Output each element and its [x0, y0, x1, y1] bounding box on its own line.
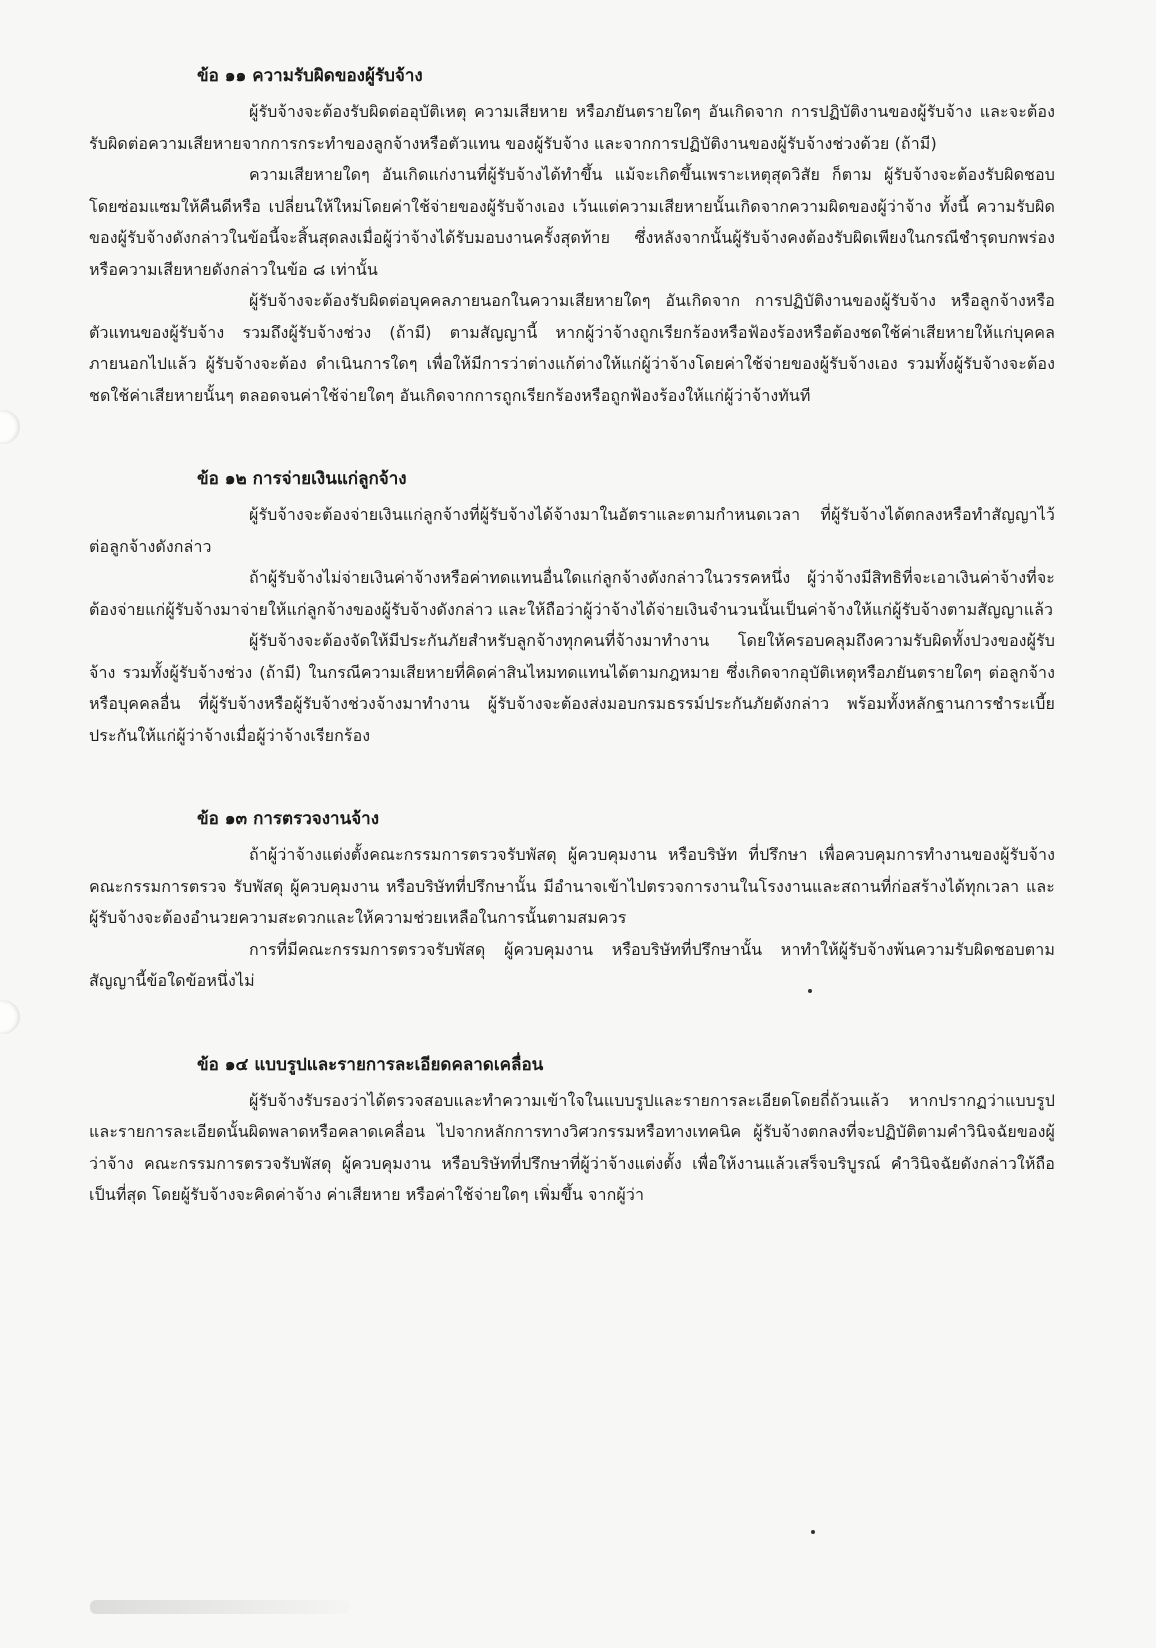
- clause-paragraph: ถ้าผู้ว่าจ้างแต่งตั้งคณะกรรมการตรวจรับพัสดุ ผู้ควบคุมงาน หรือบริษัท ที่ปรึกษา เพื่อควบคุมการทำงานของผู้รับจ้าง คณะกรรมการตรวจ รับพัสดุ ผู้ควบคุมงาน หรือบริษัทที่ปรึกษานั้น มีอำนาจเข้าไปตรวจการงานในโรงงานและสถานที่ก่อสร้างได้ทุกเวลา และผู้รับจ้างจะต้องอำนวยความสะดวกและให้ความช่วยเหลือในการนั้นตามสมควร: [89, 845, 1055, 927]
- clause-heading: ข้อ ๑๓ การตรวจงานจ้าง: [197, 809, 380, 829]
- clause-paragraph: การที่มีคณะกรรมการตรวจรับพัสดุ ผู้ควบคุมงาน หรือบริษัทที่ปรึกษานั้น หาทำให้ผู้รับจ้างพ้นความรับผิดชอบตามสัญญานี้ข้อใดข้อหนึ่งไม่: [89, 939, 1055, 990]
- clause-paragraph: ผู้รับจ้างจะต้องจัดให้มีประกันภัยสำหรับลูกจ้างทุกคนที่จ้างมาทำงาน โดยให้ครอบคลุมถึงความรับผิดทั้งปวงของผู้รับจ้าง รวมทั้งผู้รับจ้างช่วง (ถ้ามี) ในกรณีความเสียหายที่คิดค่าสินไหมทดแทนได้ตามกฎหมาย ซึ่งเกิดจากอุบัติเหตุหรือภยันตรายใดๆ ต่อลูกจ้างหรือบุคคลอื่น ที่ผู้รับจ้างหรือผู้รับจ้างช่วงจ้างมาทำงาน ผู้รับจ้างจะต้องส่งมอบกรมธรรม์ประกันภัยดังกล่าว พร้อมทั้งหลักฐานการชำระเบี้ยประกันให้แก่ผู้ว่าจ้างเมื่อผู้ว่าจ้างเรียกร้อง: [89, 631, 1055, 745]
- ink-dot-decoration: [811, 1530, 815, 1534]
- clause-paragraph: ผู้รับจ้างจะต้องรับผิดต่อบุคคลภายนอกในความเสียหายใดๆ อันเกิดจาก การปฏิบัติงานของผู้รับจ้าง หรือลูกจ้างหรือตัวแทนของผู้รับจ้าง รวมถึงผู้รับจ้างช่วง (ถ้ามี) ตามสัญญานี้ หากผู้ว่าจ้างถูกเรียกร้องหรือฟ้องร้องหรือต้องชดใช้ค่าเสียหายให้แก่บุคคลภายนอกไปแล้ว ผู้รับจ้างจะต้อง ดำเนินการใดๆ เพื่อให้มีการว่าต่างแก้ต่างให้แก่ผู้ว่าจ้างโดยค่าใช้จ่ายของผู้รับจ้างเอง รวมทั้งผู้รับจ้างจะต้องชดใช้ค่าเสียหายนั้นๆ ตลอดจนค่าใช้จ่ายใดๆ อันเกิดจากการถูกเรียกร้องหรือถูกฟ้องร้องให้แก่ผู้ว่าจ้างทันที: [89, 291, 1055, 405]
- clause-13: [89, 807, 1055, 997]
- clause-12: [89, 467, 1055, 751]
- clause-11: [89, 64, 1055, 411]
- clause-paragraph: ถ้าผู้รับจ้างไม่จ่ายเงินค่าจ้างหรือค่าทดแทนอื่นใดแก่ลูกจ้างดังกล่าวในวรรคหนึ่ง ผู้ว่าจ้างมีสิทธิที่จะเอาเงินค่าจ้างที่จะต้องจ่ายแก่ผู้รับจ้างมาจ่ายให้แก่ลูกจ้างของผู้รับจ้างดังกล่าว และให้ถือว่าผู้ว่าจ้างได้จ่ายเงินจำนวนนั้นเป็นค่าจ้างให้แก่ผู้รับจ้างตามสัญญาแล้ว: [89, 568, 1055, 619]
- clause-heading: ข้อ ๑๔ แบบรูปและรายการละเอียดคลาดเคลื่อน: [197, 1054, 544, 1075]
- clause-14: [89, 1053, 1055, 1211]
- clause-paragraph: ผู้รับจ้างจะต้องจ่ายเงินแก่ลูกจ้างที่ผู้รับจ้างได้จ้างมาในอัตราและตามกำหนดเวลา ที่ผู้รับจ้างได้ตกลงหรือทำสัญญาไว้ต่อลูกจ้างดังกล่าว: [89, 505, 1055, 556]
- clause-heading: ข้อ ๑๒ การจ่ายเงินแก่ลูกจ้าง: [197, 469, 407, 489]
- scan-smudge-decoration: [90, 1600, 350, 1614]
- clause-paragraph: ความเสียหายใดๆ อันเกิดแก่งานที่ผู้รับจ้างได้ทำขึ้น แม้จะเกิดขึ้นเพราะเหตุสุดวิสัย ก็ตาม ผู้รับจ้างจะต้องรับผิดชอบโดยซ่อมแซมให้คืนดีหรือ เปลี่ยนให้ใหม่โดยค่าใช้จ่ายของผู้รับจ้างเอง เว้นแต่ความเสียหายนั้นเกิดจากความผิดของผู้ว่าจ้าง ทั้งนี้ ความรับผิดของผู้รับจ้างดังกล่าวในข้อนี้จะสิ้นสุดลงเมื่อผู้ว่าจ้างได้รับมอบงานครั้งสุดท้าย ซึ่งหลังจากนั้นผู้รับจ้างคงต้องรับผิดเพียงในกรณีชำรุดบกพร่อง หรือความเสียหายดังกล่าวในข้อ ๘ เท่านั้น: [89, 165, 1055, 279]
- clause-paragraph: ผู้รับจ้างจะต้องรับผิดต่ออุบัติเหตุ ความเสียหาย หรือภยันตรายใดๆ อันเกิดจาก การปฏิบัติงานของผู้รับจ้าง และจะต้องรับผิดต่อความเสียหายจากการกระทำของลูกจ้างหรือตัวแทน ของผู้รับจ้าง และจากการปฏิบัติงานของผู้รับจ้างช่วงด้วย (ถ้ามี): [89, 102, 1055, 153]
- clause-heading: ข้อ ๑๑ ความรับผิดของผู้รับจ้าง: [197, 66, 423, 86]
- clause-paragraph: ผู้รับจ้างรับรองว่าได้ตรวจสอบและทำความเข้าใจในแบบรูปและรายการละเอียดโดยถี่ถ้วนแล้ว หากปรากฏว่าแบบรูปและรายการละเอียดนั้นผิดพลาดหรือคลาดเคลื่อน ไปจากหลักการทางวิศวกรรมหรือทางเทคนิค ผู้รับจ้างตกลงที่จะปฏิบัติตามคำวินิจฉัยของผู้ว่าจ้าง คณะกรรมการตรวจรับพัสดุ ผู้ควบคุมงาน หรือบริษัทที่ปรึกษาที่ผู้ว่าจ้างแต่งตั้ง เพื่อให้งานแล้วเสร็จบริบูรณ์ คำวินิจฉัยดังกล่าวให้ถือเป็นที่สุด โดยผู้รับจ้างจะคิดค่าจ้าง ค่าเสียหาย หรือค่าใช้จ่ายใดๆ เพิ่มขึ้น จากผู้ว่า: [89, 1090, 1055, 1204]
- document-body: [89, 64, 1055, 1211]
- punch-hole-decoration: [0, 1000, 20, 1034]
- punch-hole-decoration: [0, 410, 20, 444]
